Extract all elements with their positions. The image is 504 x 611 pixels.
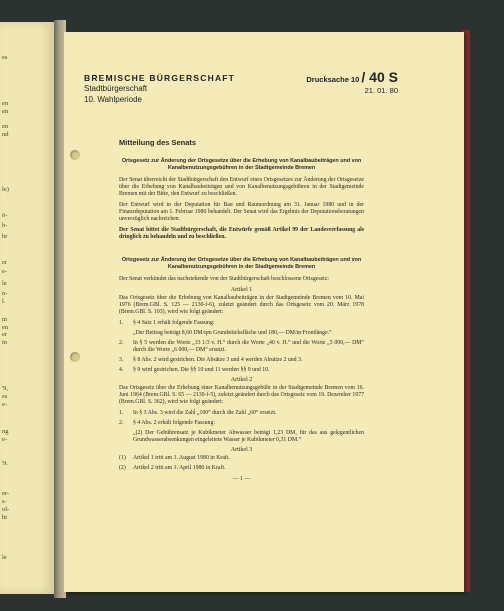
- left-page-fragment: n-: [2, 290, 8, 297]
- document-page: [64, 32, 464, 592]
- chamber-name: Stadtbürgerschaft: [84, 84, 148, 93]
- left-page-fragment: e-: [2, 401, 8, 408]
- left-facing-page: [0, 22, 55, 594]
- left-page-fragment: en: [2, 324, 9, 331]
- paragraph: Der Senat überreicht der Stadtbürgerschaft den Entwurf eines Ortsgesetzes zur Änderung der Ortsgesetze über die Erhebung von Kanalbaubeiträgen und von Kanalbenutzungsgebühren in der Stadtgemeinde Bremen mit der Bitte, den Entwurf zu beschließen.: [119, 177, 364, 197]
- left-page-fragment: er: [2, 259, 8, 266]
- paragraph: Der Senat verkündet das nachstehende von der Stadtbürgerschaft beschlossene Ortsgesetz:: [119, 276, 329, 282]
- left-page-fragment: e-: [2, 268, 8, 275]
- left-page-fragment: es: [2, 393, 8, 400]
- article-heading: Artikel 1: [230, 287, 253, 293]
- left-page-fragment: er-: [2, 490, 10, 497]
- document-title: Mitteilung des Senats: [119, 138, 197, 147]
- document-date: 21. 01. 80: [364, 86, 398, 95]
- punch-hole: [70, 352, 80, 362]
- left-page-fragment: e-: [2, 436, 8, 443]
- list-item: 2. In § 5 werden die Worte „33 1/3 v. H.“ durch die Worte „40 v. H.“ und die Worte „5 000,— DM“ durch die Worte „6 000,— DM“ ersetzt.: [119, 340, 364, 353]
- left-page-fragment: le: [2, 554, 7, 561]
- section-heading: Ortsgesetz zur Änderung der Ortsgesetze über die Erhebung von Kanalbaubeiträgen und von Kanalbenutzungsgebühren in der Stadtgemeinde Bremen: [121, 158, 362, 171]
- quoted-text: „(2) Der Gebührensatz je Kubikmeter Abwasser beträgt 1,23 DM, für das aus gelegentlichen Grundwasserabsenkungen eingeleitete Wasser je Kubikmeter 0,31 DM.“: [133, 430, 364, 443]
- left-page-fragment: l.: [2, 298, 6, 305]
- left-page-fragment: ng: [2, 428, 9, 435]
- left-page-fragment: s-: [2, 498, 7, 505]
- paragraph: Das Ortsgesetz über die Erhebung von Kanalbaubeiträgen in der Stadtgemeinde Bremen vom 10. Mai 1976 (Brem.GBl. S. 125 — 2130-f-6), zuletzt geändert durch das Ortsgesetz vom 20. März 1978 (Brem.GBl. S. 103), wird wie folgt geändert:: [119, 295, 364, 315]
- left-page-fragment: hr: [2, 233, 8, 240]
- page-number: — 1 —: [232, 476, 251, 482]
- law-heading: Ortsgesetz zur Änderung der Ortsgesetze über die Erhebung von Kanalbaubeiträgen und von Kanalbenutzungsgebühren in der Stadtgemeinde Bremen: [121, 257, 362, 270]
- list-item: (1) Artikel 1 tritt am 1. August 1980 in Kraft.: [119, 455, 230, 461]
- document-body: [119, 138, 364, 482]
- left-page-fragment: nd: [2, 131, 9, 138]
- article-heading: Artikel 3: [230, 447, 253, 453]
- left-page-fragment: er: [2, 331, 8, 338]
- left-page-fragment: en: [2, 123, 9, 130]
- list-item: 1. § 4 Satz 1 erhält folgende Fassung:: [119, 320, 215, 326]
- left-page-fragment: ht: [2, 514, 8, 521]
- request-paragraph: Der Senat bittet die Stadtbürgerschaft, die Entwürfe gemäß Artikel 99 der Landesverfassung als dringlich zu behandeln und zu beschließen.: [119, 227, 364, 240]
- left-page-fragment: le): [2, 186, 9, 193]
- left-page-fragment: in: [2, 339, 8, 346]
- left-page-fragment: '9.: [2, 460, 9, 467]
- left-page-fragment: '9,: [2, 385, 9, 392]
- left-page-fragment: es: [2, 54, 8, 61]
- drucksache-number: / 40 S: [361, 69, 398, 85]
- left-page-fragment: en: [2, 100, 9, 107]
- punch-hole: [70, 150, 80, 160]
- paragraph: Das Ortsgesetz über die Erhebung einer Kanalbenutzungsgebühr in der Stadtgemeinde Bremen vom 16. Juni 1964 (Brem.GBl. S. 65 — 2130-f-5), zuletzt geändert durch das Ortsgesetz vom 19. Dezember 1977 (Brem.GBl. S. 362), wird wie folgt geändert:: [119, 385, 364, 405]
- list-item: 2. § 4 Abs. 2 erhält folgende Fassung:: [119, 420, 215, 426]
- drucksache-label: Drucksache 10: [306, 75, 360, 84]
- left-page-fragment: h-: [2, 222, 8, 229]
- legislative-period: 10. Wahlperiode: [84, 95, 142, 104]
- paragraph: Der Entwurf wird in der Deputation für Bau und Raumordnung am 31. Januar 1980 und in der Finanzdeputation am 1. Februar 1980 behandelt. Der Senat wird das Ergebnis der Deputationsberatungen unverzüglich nachreichen.: [119, 202, 364, 222]
- left-page-fragment: le: [2, 280, 7, 287]
- left-page-fragment: ö-: [2, 212, 8, 219]
- left-page-fragment: en: [2, 108, 9, 115]
- left-page-fragment: m: [2, 316, 8, 323]
- list-item: 4. § 9 wird gestrichen. Die §§ 10 und 11 werden §§ 9 und 10.: [119, 367, 270, 373]
- list-item: (2) Artikel 2 tritt am 1. April 1980 in Kraft.: [119, 465, 226, 471]
- document-reference: [306, 69, 398, 95]
- article-heading: Artikel 2: [230, 377, 253, 383]
- left-page-fragment: ol-: [2, 506, 10, 513]
- list-item: 3. § 8 Abs. 2 wird gestrichen. Die Absätze 3 und 4 werden Absätze 2 und 3.: [119, 357, 303, 363]
- quoted-text: „Der Beitrag beträgt 8,60 DM/qm Grundstücksfläche und 180,— DM/m Frontlänge.“: [133, 330, 332, 336]
- list-item: 1. In § 3 Abs. 3 wird die Zahl „100“ durch die Zahl „60“ ersetzt.: [119, 410, 277, 416]
- organization-name: BREMISCHE BÜRGERSCHAFT: [84, 73, 236, 83]
